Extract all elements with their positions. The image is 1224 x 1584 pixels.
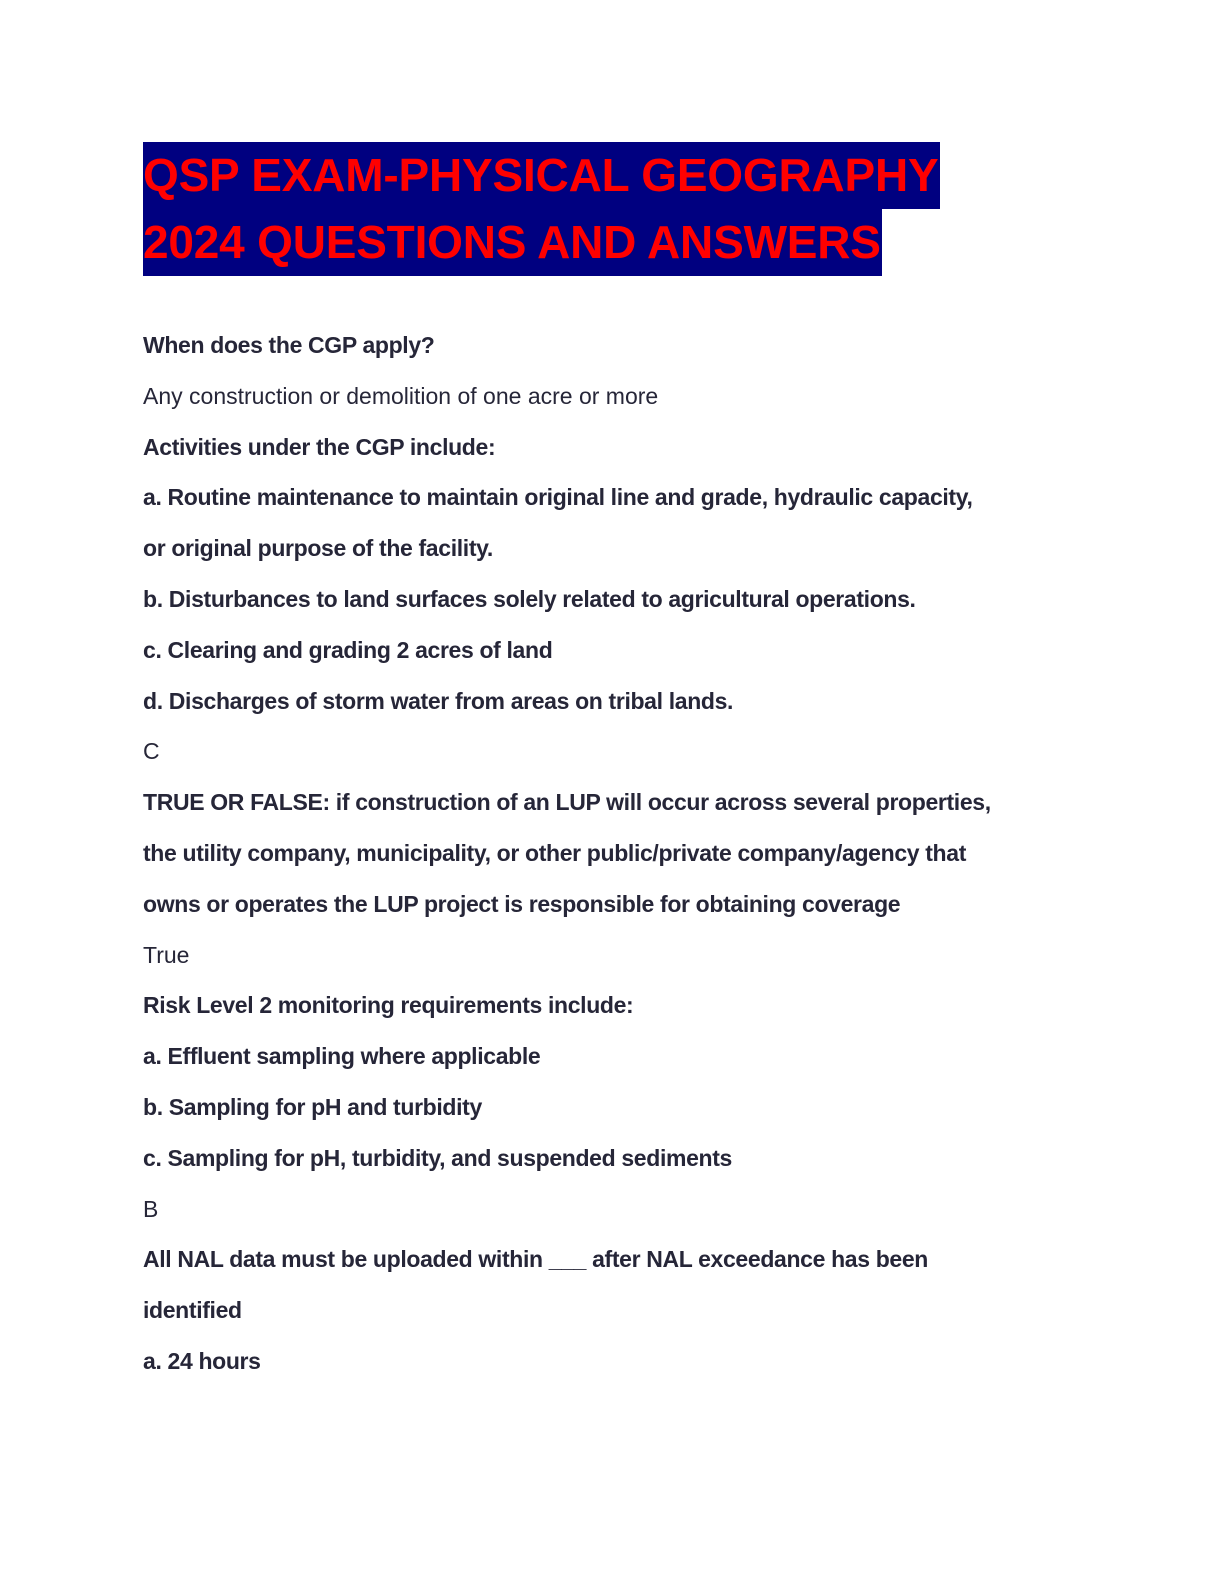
question-4-option-c: c. Sampling for pH, turbidity, and suspended sediments [143, 1144, 732, 1171]
answer-4: B [143, 1195, 159, 1222]
document-title [143, 142, 1073, 276]
question-3: TRUE OR FALSE: if construction of an LUP will occur across several properties, [143, 789, 991, 816]
question-1: When does the CGP apply? [143, 332, 435, 358]
title-line-1: QSP EXAM-PHYSICAL GEOGRAPHY [143, 142, 940, 209]
question-2-option-c: c. Clearing and grading 2 acres of land [143, 636, 553, 663]
question-5-cont: identified [143, 1297, 242, 1324]
question-4: Risk Level 2 monitoring requirements include: [143, 992, 634, 1019]
document-body [143, 320, 1083, 1387]
question-3-cont-1: the utility company, municipality, or other public/private company/agency that [143, 839, 967, 866]
answer-1: Any construction or demolition of one acre or more [143, 382, 659, 409]
answer-3: True [143, 941, 190, 968]
question-2-option-a: a. Routine maintenance to maintain original line and grade, hydraulic capacity, [143, 484, 973, 511]
question-5: All NAL data must be uploaded within ___ after NAL exceedance has been [143, 1246, 928, 1273]
question-2: Activities under the CGP include: [143, 433, 496, 460]
question-4-option-a: a. Effluent sampling where applicable [143, 1043, 541, 1070]
title-line-2: 2024 QUESTIONS AND ANSWERS [143, 209, 882, 276]
question-3-cont-2: owns or operates the LUP project is responsible for obtaining coverage [143, 890, 901, 917]
question-2-option-d: d. Discharges of storm water from areas on tribal lands. [143, 687, 734, 714]
answer-2: C [143, 738, 160, 765]
question-2-option-a-cont: or original purpose of the facility. [143, 535, 493, 562]
question-2-option-b: b. Disturbances to land surfaces solely related to agricultural operations. [143, 585, 916, 612]
question-4-option-b: b. Sampling for pH and turbidity [143, 1093, 482, 1120]
question-5-option-a: a. 24 hours [143, 1347, 261, 1374]
